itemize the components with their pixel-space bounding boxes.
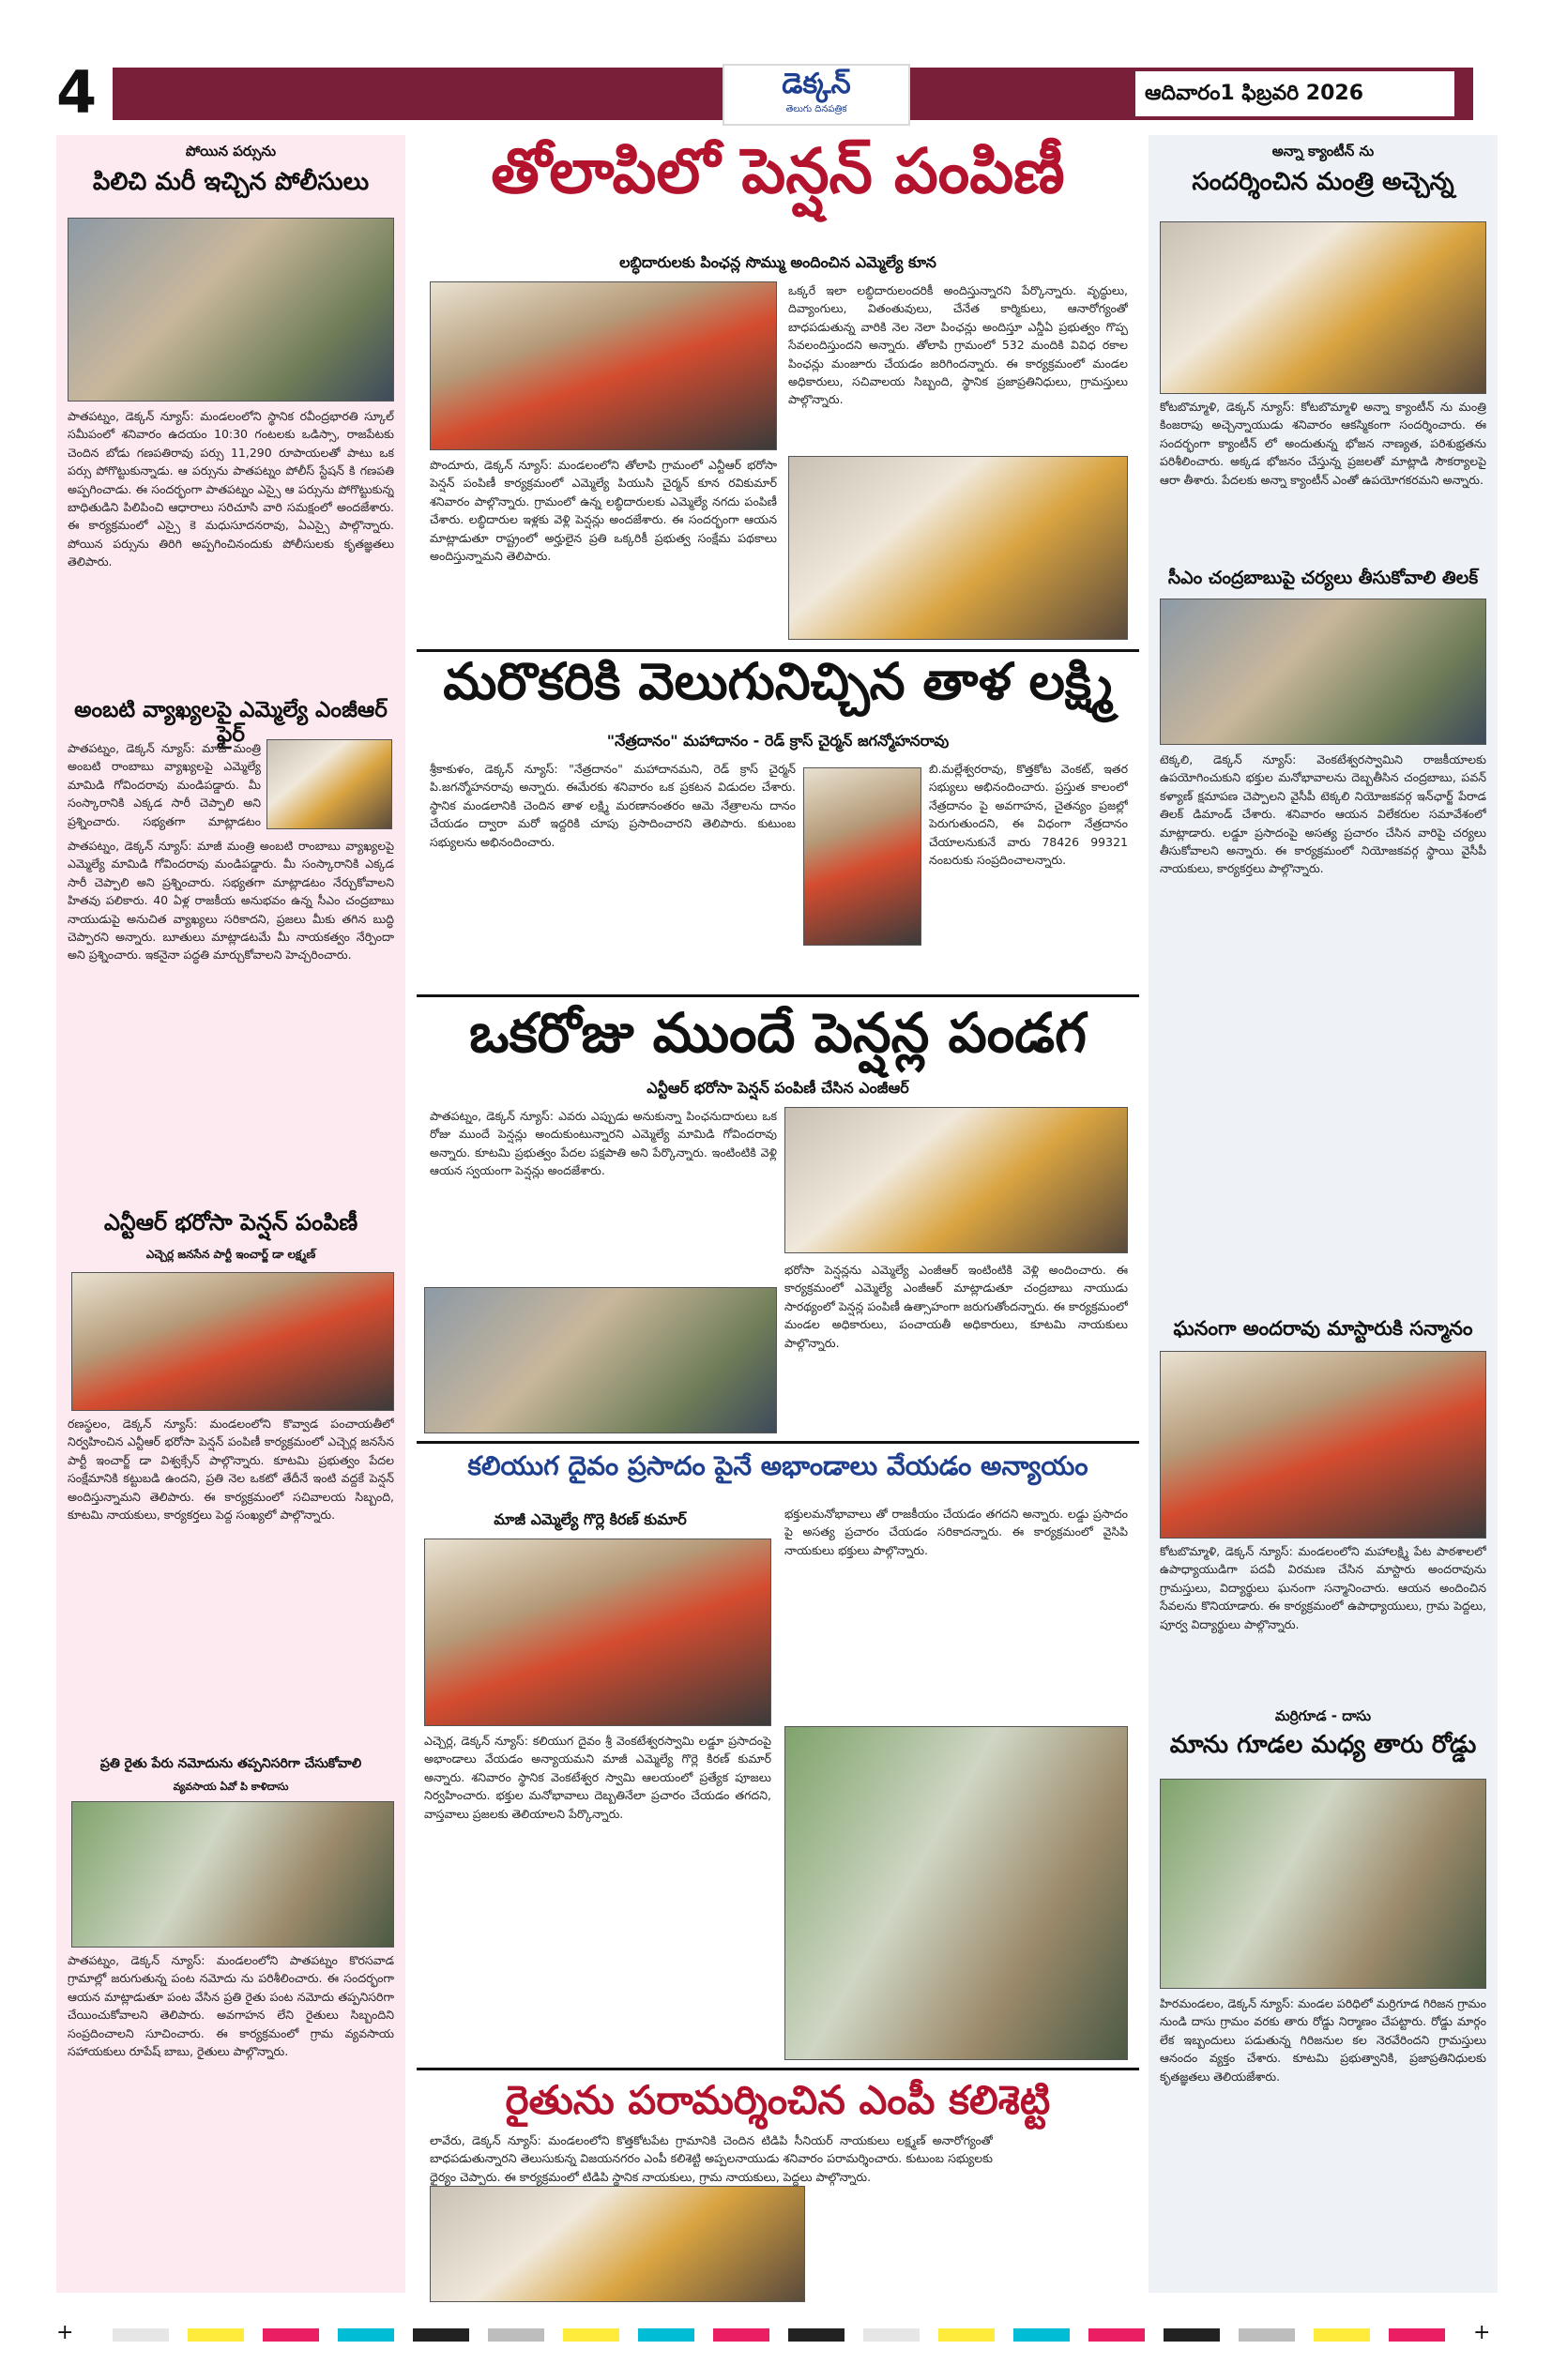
page-number: 4 xyxy=(56,58,98,127)
right-story1-body: కోటబొమ్మాళి, డెక్కన్ న్యూస్: కోటబొమ్మాళి అన్నా క్యాంటీన్ ను మంత్రి కింజరాపు అచ్చెన్నాయుడు శనివారం ఆకస్మికంగా సందర్శించారు. ఈ సందర్భంగా క్యాంటీన్ లో అందుతున్న భోజన నాణ్యత, పరిశుభ్రతను పరిశీలించారు. అక్కడ భోజనం చేస్తున్న ప్రజలతో మాట్లాడి సౌకర్యాలపై ఆరా తీశారు. పేదలకు అన్నా క్యాంటీన్ ఎంతో ఉపయోగకరమని అన్నారు. xyxy=(1160,400,1486,487)
color-swatch xyxy=(863,2328,920,2342)
color-swatch xyxy=(713,2328,769,2342)
left-story1-body: పాతపట్నం, డెక్కన్ న్యూస్: మండలంలోని స్థానిక రవీంద్రభారతి స్కూల్ సమీపంలో శనివారం ఉదయం 10:30 గంటలకు ఒడిస్సా, రాజపేటకు చెందిన బోడు గణపతిరావు పర్సు 11,290 రూపాయలతో పాటు ఒక పర్సు పోగొట్టుకున్నాడు. ఆ పర్సును పాతపట్నం పోలీస్ స్టేషన్ కి గణపతి అప్పగించాడు. ఈ సందర్భంగా పాతపట్నం ఎస్సై ఆ పర్సును పోగొట్టుకున్న బాధితుడిని పిలిపించి ఆధారాలు సరిచూసి వారి సమక్షంలో అందజేశారు. ఈ కార్యక్రమంలో ఎస్సై కె మధుసూదనరావు, ఏఎస్సై పాల్గొన్నారు. పోయిన పర్సును తిరిగి అప్పగించినందుకు పోలీసులకు కృతజ్ఞతలు తెలిపారు. xyxy=(68,409,394,568)
divider xyxy=(417,1441,1139,1444)
issue-date: ఆదివారం1 ఫిబ్రవరి 2026 xyxy=(1135,71,1454,116)
divider xyxy=(417,994,1139,997)
pension-early-body-1: పాతపట్నం, డెక్కన్ న్యూస్: ఎవరు ఎప్పుడు అనుకున్నా పింఛనుదారులు ఒక రోజు ముందే పెన్షన్లు అందుకుంటున్నారని ఎమ్మెల్యే మామిడి గోవిందరావు అన్నారు. కూటమి ప్రభుత్వం పేదల పక్షపాతి అని పేర్కొన్నారు. ఇంటింటికి వెళ్లి ఆయన స్వయంగా పెన్షన్లు అందజేశారు. xyxy=(430,1109,777,1178)
mp-body: లావేరు, డెక్కన్ న్యూస్: మండలంలోని కొత్తకోటపేట గ్రామానికి చెందిన టిడిపి సీనియర్ నాయకులు లక్ష్మణ్ అనారోగ్యంతో బాధపడుతున్నారని తెలుసుకున్న విజయనగరం ఎంపీ కలిశెట్టి అప్పలనాయుడు శనివారం పరామర్శించారు. కుటుంబ సభ్యులకు ధైర్యం చెప్పారు. ఈ కార్యక్రమంలో టిడిపి స్థానిక నాయకులు, గ్రామ నాయకులు, పెద్దలు పాల్గొన్నారు. xyxy=(430,2133,993,2184)
color-swatch xyxy=(563,2328,619,2342)
left-story1-kicker: పోయిన పర్సును xyxy=(185,143,277,159)
anna-canteen-photo xyxy=(1160,221,1486,394)
temple-subhead: మాజీ ఎమ్మెల్యే గొర్లె కిరణ్ కుమార్ xyxy=(494,1510,687,1528)
right-story1-kicker: అన్నా క్యాంటీన్ ను xyxy=(1271,143,1375,159)
color-swatch xyxy=(1088,2328,1145,2342)
pension-photo-left xyxy=(71,1272,394,1411)
left-story3-headline[interactable]: ఎన్టీఆర్ భరోసా పెన్షన్ పంపిణీ xyxy=(103,1209,358,1235)
right-story4-body: హిరమండలం, డెక్కన్ న్యూస్: మండల పరిధిలో మర్రిగూడ గిరిజన గ్రామం నుండి దాసు గ్రామం వరకు తారు రోడ్డు నిర్మాణం చేపట్టారు. రోడ్డు మార్గం లేక ఇబ్బందులు పడుతున్న గిరిజనుల కల నెరవేరిందని గ్రామస్తులు ఆనందం వ్యక్తం చేశారు. కూటమి ప్రభుత్వానికి, ప్రజాప్రతినిధులకు కృతజ్ఞతలు తెలియజేశారు. xyxy=(1160,1996,1486,2084)
crosshair-icon: + xyxy=(1473,2321,1491,2344)
color-swatch xyxy=(338,2328,394,2342)
left-story4-subhead: వ్యవసాయ ఏవో పి కాళిదాసు xyxy=(173,1781,289,1793)
pension-banner-photo xyxy=(784,1107,1128,1253)
right-story2-headline[interactable]: సీఎం చంద్రబాబుపై చర్యలు తీసుకోవాలి తిలక్ xyxy=(1167,568,1479,588)
logo-text: డెక్కన్ xyxy=(782,68,851,100)
color-swatch xyxy=(938,2328,995,2342)
crosshair-icon: + xyxy=(56,2321,74,2344)
color-swatch xyxy=(188,2328,244,2342)
color-swatch xyxy=(1389,2328,1445,2342)
color-swatch xyxy=(1314,2328,1370,2342)
left-story3-subhead: ఎచ్చెర్ల జనసేన పార్టీ ఇంచార్జ్ డా లక్ష్మణ్ xyxy=(145,1248,316,1261)
lead-headline[interactable]: తోలాపిలో పెన్షన్ పంపిణీ xyxy=(491,135,1065,207)
temple-group-photo xyxy=(784,1726,1128,2060)
color-swatch xyxy=(638,2328,694,2342)
color-swatch xyxy=(113,2328,169,2342)
divider xyxy=(417,2068,1139,2070)
print-registration-bar xyxy=(56,2323,1501,2347)
eyes-subhead: "నేత్రదానం" మహాదానం - రెడ్ క్రాస్ చైర్మన్ జగన్మోహనరావు xyxy=(606,732,950,750)
tala-lakshmi-portrait xyxy=(803,767,921,946)
temple-headline[interactable]: కలియుగ దైవం ప్రసాదం పైనే అభాండాలు వేయడం అన్యాయం xyxy=(467,1450,1088,1481)
pension-crowd-photo xyxy=(424,1287,777,1433)
mp-headline[interactable]: రైతును పరామర్శించిన ఎంపీ కలిశెట్టి xyxy=(505,2077,1051,2123)
eyes-body-2: బి.మల్లేశ్వరరావు, కొత్తకోట వెంకట్, ఇతర సభ్యులు అభినందించారు. ప్రస్తుత కాలంలో నేత్రదానం పై అవగాహన, చైతన్యం ప్రజల్లో పెరుగుతుందని, ఈ విధంగా నేత్రదానం చేయాలనుకునే వారు 78426 99321 నంబరుకు సంప్రదించాలన్నారు. xyxy=(929,762,1128,867)
color-swatch xyxy=(488,2328,544,2342)
color-swatch xyxy=(263,2328,319,2342)
lead-body-2: ఒక్కరే ఇలా లబ్ధిదారులందరికీ అందిస్తున్నారని పేర్కొన్నారు. వృద్ధులు, దివ్యాంగులు, వితంతువులు, చేనేత కార్మికులు, ఆనారోగ్యంతో బాధపడుతున్న వారికి నెల నెలా పింఛన్లు అందిస్తూ ఎన్డీఏ ప్రభుత్వం గొప్ప సేవలందిస్తుందని అన్నారు. తోలాపి గ్రామంలో 532 మందికి వివిధ రకాల పింఛన్లు మంజూరు చేయడం జరిగిందన్నారు. ఈ కార్యక్రమంలో మండల అధికారులు, సచివాలయ సిబ్బంది, స్థానిక ప్రజాప్రతినిధులు, గ్రామస్తులు పాల్గొన్నారు. xyxy=(788,283,1128,407)
color-swatch xyxy=(1164,2328,1220,2342)
tilak-press-photo xyxy=(1160,599,1486,745)
right-story1-headline[interactable]: సందర్శించిన మంత్రి అచ్చెన్న xyxy=(1192,168,1454,196)
police-photo xyxy=(68,218,394,402)
lead-body-1: పొందూరు, డెక్కన్ న్యూస్: మండలంలోని తోలాపి గ్రామంలో ఎన్టీఆర్ భరోసా పెన్షన్ పంపిణీ కార్యక్రమంలో ఎమ్మెల్యే పియుసి చైర్మన్ కూన రవికుమార్ శనివారం పాల్గొన్నారు. గ్రామంలో ఉన్న లబ్ధిదారులకు ఎమ్మెల్యే నగదు పంపిణీ చేశారు. లబ్ధిదారుల ఇళ్లకు వెళ్లి పెన్షన్లు అందజేశారు. ఈ సందర్భంగా ఆయన మాట్లాడుతూ రాష్ట్రంలో అర్హులైన ప్రతి ఒక్కరికీ ప్రభుత్వ సంక్షేమ పథకాలు అందిస్తున్నామని తెలిపారు. xyxy=(430,458,777,563)
temple-body-2: ఎచ్చెర్ల, డెక్కన్ న్యూస్: కలియుగ దైవం శ్రీ వెంకటేశ్వరస్వామి లడ్డూ ప్రసాదంపై అభాండాలు వేయడం అన్యాయమని మాజీ ఎమ్మెల్యే గొర్లె కిరణ్ కుమార్ అన్నారు. శనివారం స్థానిక వెంకటేశ్వర స్వామి ఆలయంలో ప్రత్యేక పూజలు నిర్వహించారు. భక్తుల మనోభావాలు దెబ్బతినేలా ప్రచారం చేయడం తగదని, వాస్తవాలు ప్రజలకు తెలియాలని పేర్కొన్నారు. xyxy=(424,1734,771,1821)
mp-visit-photo xyxy=(430,2186,805,2302)
right-story4-headline[interactable]: మాను గూడల మధ్య తారు రోడ్డు xyxy=(1169,1731,1477,1759)
eyes-headline[interactable]: మరొకరికి వెలుగునిచ్చిన తాళ లక్ష్మి xyxy=(443,652,1113,711)
felicitation-photo xyxy=(1160,1351,1486,1539)
newspaper-logo[interactable] xyxy=(723,64,910,126)
color-swatch xyxy=(788,2328,844,2342)
tar-road-photo xyxy=(1160,1779,1486,1989)
right-story3-headline[interactable]: ఘనంగా అందరావు మాస్టారుకి సన్మానం xyxy=(1173,1317,1473,1340)
right-story3-body: కోటబొమ్మాళి, డెక్కన్ న్యూస్: మండలంలోని మహాలక్ష్మి పేట పాఠశాలలో ఉపాధ్యాయుడిగా పదవీ విరమణ చేసిన మాస్టారు అందరావును గ్రామస్తులు, విద్యార్థులు ఘనంగా సన్మానించారు. ఆయన అందించిన సేవలను కొనియాడారు. ఈ కార్యక్రమంలో ఉపాధ్యాయులు, గ్రామ పెద్దలు, పూర్వ విద్యార్థులు పాల్గొన్నారు. xyxy=(1160,1544,1486,1631)
left-story1-headline[interactable]: పిలిచి మరీ ఇచ్చిన పోలీసులు xyxy=(92,168,370,196)
logo-tagline: తెలుగు దినపత్రిక xyxy=(785,104,847,114)
temple-body-1: భక్తులమనోభావాలు తో రాజకీయం చేయడం తగదని అన్నారు. లడ్డు ప్రసాదం పై అసత్య ప్రచారం చేయడం సరికాదన్నారు. ఈ కార్యక్రమంలో వైసిపి నాయకులు భక్తులు పాల్గొన్నారు. xyxy=(784,1507,1128,1557)
color-swatch xyxy=(1239,2328,1295,2342)
pension-early-headline[interactable]: ఒకరోజు ముందే పెన్షన్ల పండగ xyxy=(469,1001,1087,1065)
pension-early-body-2: భరోసా పెన్షన్లను ఎమ్మెల్యే ఎంజీఆర్ ఇంటింటికి వెళ్లి అందించారు. ఈ కార్యక్రమంలో ఎమ్మెల్యే ఎంజీఆర్ మాట్లాడుతూ చంద్రబాబు నాయుడు సారథ్యంలో పెన్షన్ల పంపిణీ ఉత్సాహంగా జరుగుతోందన్నారు. ఈ కార్యక్రమంలో మండల అధికారులు, పంచాయతీ అధికారులు, కూటమి నాయకులు పాల్గొన్నారు. xyxy=(784,1263,1128,1350)
lead-photo-2 xyxy=(788,456,1128,640)
lead-subhead: లబ్ధిదారులకు పింఛన్ల సొమ్ము అందించిన ఎమ్మెల్యే కూన xyxy=(619,253,936,271)
left-story4-headline[interactable]: ప్రతి రైతు పేరు నమోదును తప్పనిసరిగా చేసుకోవాలి xyxy=(99,1756,362,1771)
left-story2-headline[interactable]: అంబటి వ్యాఖ్యలపై ఎమ్మెల్యే ఎంజీఆర్ ఫైర్ xyxy=(74,698,388,748)
right-story2-body: టెక్కలి, డెక్కన్ న్యూస్: వెంకటేశ్వరస్వామిని రాజకీయాలకు ఉపయోగించుకుని భక్తుల మనోభావాలను దెబ్బతీసిన చంద్రబాబు, పవన్ కళ్యాణ్ క్షమాపణ చెప్పాలని వైసీపీ టెక్కలి నియోజకవర్గ ఇన్‌ఛార్జ్ పేరాడ తిలక్ డిమాండ్ చేశారు. శనివారం ఆయన విలేకరుల సమావేశంలో మాట్లాడారు. లడ్డూ ప్రసాదంపై అసత్య ప్రచారం చేసిన వారిపై చర్యలు తీసుకోవాలని అన్నారు. ఈ కార్యక్రమంలో నియోజకవర్గ స్థాయి వైసీపీ నాయకులు, కార్యకర్తలు పాల్గొన్నారు. xyxy=(1160,752,1486,876)
mla-mgr-photo xyxy=(266,739,392,829)
pension-early-subhead: ఎన్టీఆర్ భరోసా పెన్షన్ పంపిణీ చేసిన ఎంజీఆర్ xyxy=(647,1079,909,1097)
left-story3-body: రణస్థలం, డెక్కన్ న్యూస్: మండలంలోని కొవ్వాడ పంచాయతీలో నిర్వహించిన ఎన్టీఆర్ భరోసా పెన్షన్ పంపిణీ కార్యక్రమంలో ఎచ్చెర్ల జనసేన పార్టీ ఇంచార్జ్ డా విశ్వక్సేన్ పాల్గొన్నారు. కూటమి ప్రభుత్వం పేదల సంక్షేమానికి కట్టుబడి ఉందని, ప్రతి నెల ఒకటో తేదీనే ఇంటి వద్దకే పెన్షన్ అందిస్తున్నామని తెలిపారు. ఈ కార్యక్రమంలో సచివాలయ సిబ్బంది, కూటమి నాయకులు, కార్యకర్తలు పెద్ద సంఖ్యలో పాల్గొన్నారు. xyxy=(68,1417,394,1522)
left-story4-body: పాతపట్నం, డెక్కన్ న్యూస్: మండలంలోని పాతపట్నం కొరసవాడ గ్రామాల్లో జరుగుతున్న పంట నమోదు ను పరిశీలించారు. ఈ సందర్భంగా ఆయన మాట్లాడుతూ పంట వేసిన ప్రతి రైతు పంట నమోదు తప్పనిసరిగా చేయించుకోవాలని తెలిపారు. అవగాహన లేని రైతులు సిబ్బందిని సంప్రదించాలని సూచించారు. ఈ కార్యక్రమంలో గ్రామ వ్యవసాయ సహాయకులు రూపేష్ బాబు, రైతులు పాల్గొన్నారు. xyxy=(68,1953,394,2058)
right-story4-kicker: మర్రిగూడ - దాసు xyxy=(1274,1707,1372,1724)
left-story2-body-a: పాతపట్నం, డెక్కన్ న్యూస్: మాజీ మంత్రి అంబటి రాంబాబు వ్యాఖ్యలపై ఎమ్మెల్యే మామిడి గోవిందరావు మండిపడ్డారు. మీ సంస్కారానికి ఎక్కడ సారీ చెప్పాలి అని ప్రశ్నించారు. సభ్యతగా మాట్లాడటం xyxy=(68,741,261,828)
color-swatch xyxy=(413,2328,469,2342)
color-swatch xyxy=(1013,2328,1070,2342)
eyes-body-1: శ్రీకాకుళం, డెక్కన్ న్యూస్: "నేత్రదానం" మహాదానమని, రెడ్ క్రాస్ చైర్మన్ పి.జగన్మోహనరావు అన్నారు. ఈమేరకు శనివారం ఒక ప్రకటన విడుదల చేశారు. స్థానిక మండలానికి చెందిన తాళ లక్ష్మి మరణానంతరం ఆమె నేత్రాలను దానం చేయడం ద్వారా మరో ఇద్దరికి చూపు ప్రసాదించారని తెలిపారు. కుటుంబ సభ్యులను అభినందించారు. xyxy=(430,762,796,849)
temple-photo xyxy=(424,1539,771,1726)
crop-field-photo xyxy=(71,1801,394,1948)
lead-photo-1 xyxy=(430,281,777,450)
left-story2-body: పాతపట్నం, డెక్కన్ న్యూస్: మాజీ మంత్రి అంబటి రాంబాబు వ్యాఖ్యలపై ఎమ్మెల్యే మామిడి గోవిందరావు మండిపడ్డారు. మీ సంస్కారానికి ఎక్కడ సారీ చెప్పాలి అని ప్రశ్నించారు. సభ్యతగా మాట్లాడటం నేర్చుకోవాలని హితవు పలికారు. 40 ఏళ్ల రాజకీయ అనుభవం ఉన్న సీఎం చంద్రబాబు నాయుడుపై అనుచిత వ్యాఖ్యలు సరికాదని, ప్రజలు మీకు తగిన బుద్ధి చెప్పారని అన్నారు. బూతులు మాట్లాడటమే మీ నాయకత్వం నేర్పిందా అని ప్రశ్నించారు. ఇకనైనా పద్ధతి మార్చుకోవాలని హెచ్చరించారు. xyxy=(68,839,394,963)
